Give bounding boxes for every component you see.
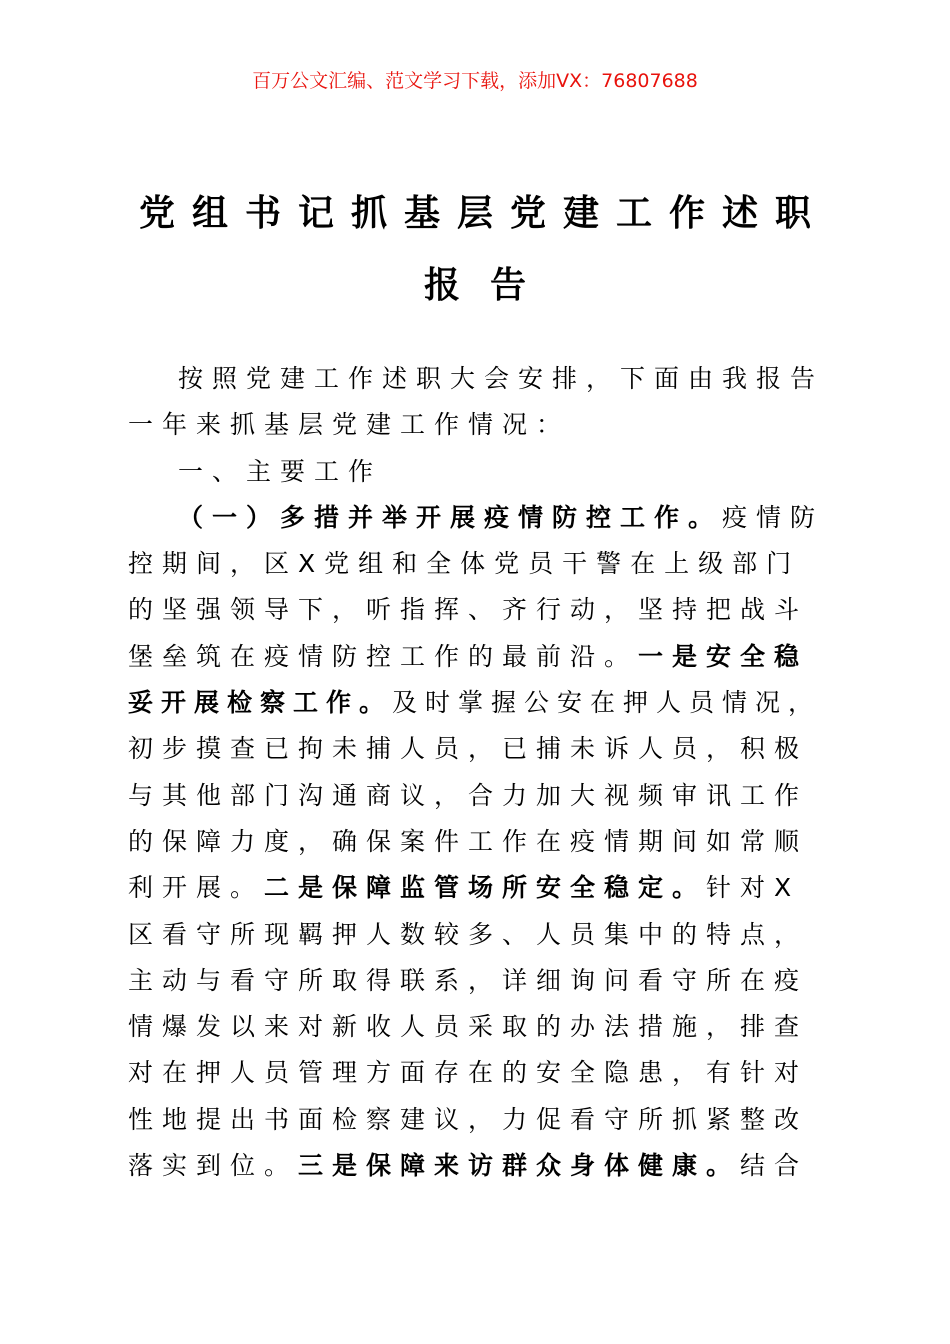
text-segment: 控期间，区X党组和全体党员干警在上级部门 xyxy=(128,549,801,579)
text-segment: 按照党建工作述职大会安排，下面由我报告 xyxy=(178,364,825,393)
text-segment: 堡垒筑在疫情防控工作的最前沿。 xyxy=(128,641,639,671)
text-segment: 初步摸查已拘未捕人员，已捕未诉人员，积极 xyxy=(128,734,809,764)
text-segment: 的坚强领导下，听指挥、齐行动，坚持把战斗 xyxy=(128,595,809,625)
title-line-1: 党组书记抓基层党建工作述职 xyxy=(138,193,828,234)
paragraph-line xyxy=(128,1050,828,1096)
document-body xyxy=(128,356,828,1189)
title-line-2: 报告 xyxy=(423,265,556,306)
paragraph-line xyxy=(128,541,828,587)
bold-segment: 三是保障来访群众身体健康。 xyxy=(298,1151,741,1181)
text-segment: 主动与看守所取得联系，详细询问看守所在疫 xyxy=(128,965,809,995)
paragraph-line xyxy=(128,587,828,633)
text-segment: 一年来抓基层党建工作情况： xyxy=(128,410,571,440)
text-segment: 情爆发以来对新收人员采取的办法措施，排查 xyxy=(128,1012,809,1042)
text-segment: 针对X xyxy=(706,873,801,903)
document-title xyxy=(0,178,950,322)
header-banner: 百万公文汇编、范文学习下载，添加VX：76807688 xyxy=(252,70,698,92)
text-segment: 区看守所现羁押人数较多、人员集中的特点， xyxy=(128,919,809,949)
text-segment: 利开展。 xyxy=(128,873,265,903)
paragraph-line xyxy=(128,912,828,958)
bold-segment: 一是安全稳 xyxy=(638,641,809,671)
text-segment: 疫情防 xyxy=(722,502,825,532)
paragraph-line xyxy=(128,356,828,402)
paragraph-line xyxy=(128,402,828,448)
text-segment: 结合 xyxy=(740,1151,809,1181)
paragraph-line xyxy=(128,634,828,680)
text-segment: 性地提出书面检察建议，力促看守所抓紧整改 xyxy=(128,1104,809,1134)
paragraph-line xyxy=(128,726,828,772)
paragraph-line xyxy=(128,773,828,819)
text-segment: 与其他部门沟通商议，合力加大视频审讯工作 xyxy=(128,780,809,810)
paragraph-line xyxy=(128,819,828,865)
section-heading xyxy=(128,449,828,495)
paragraph-line xyxy=(128,1097,828,1143)
paragraph-line xyxy=(128,1143,828,1189)
text-segment: 及时掌握公安在押人员情况， xyxy=(392,688,822,718)
paragraph-line xyxy=(128,680,828,726)
paragraph-line xyxy=(128,495,828,541)
bold-segment: 妥开展检察工作。 xyxy=(128,688,393,718)
text-segment: 的保障力度，确保案件工作在疫情期间如常顺 xyxy=(128,826,809,856)
paragraph-line xyxy=(128,958,828,1004)
paragraph-line xyxy=(128,865,828,911)
text-segment: 一、主要工作 xyxy=(178,456,383,486)
text-segment: 对在押人员管理方面存在的安全隐患，有针对 xyxy=(128,1058,809,1088)
bold-segment: （一）多措并举开展疫情防控工作。 xyxy=(178,502,723,532)
paragraph-line xyxy=(128,1004,828,1050)
text-segment: 落实到位。 xyxy=(128,1151,299,1181)
bold-segment: 二是保障监管场所安全稳定。 xyxy=(264,873,707,903)
